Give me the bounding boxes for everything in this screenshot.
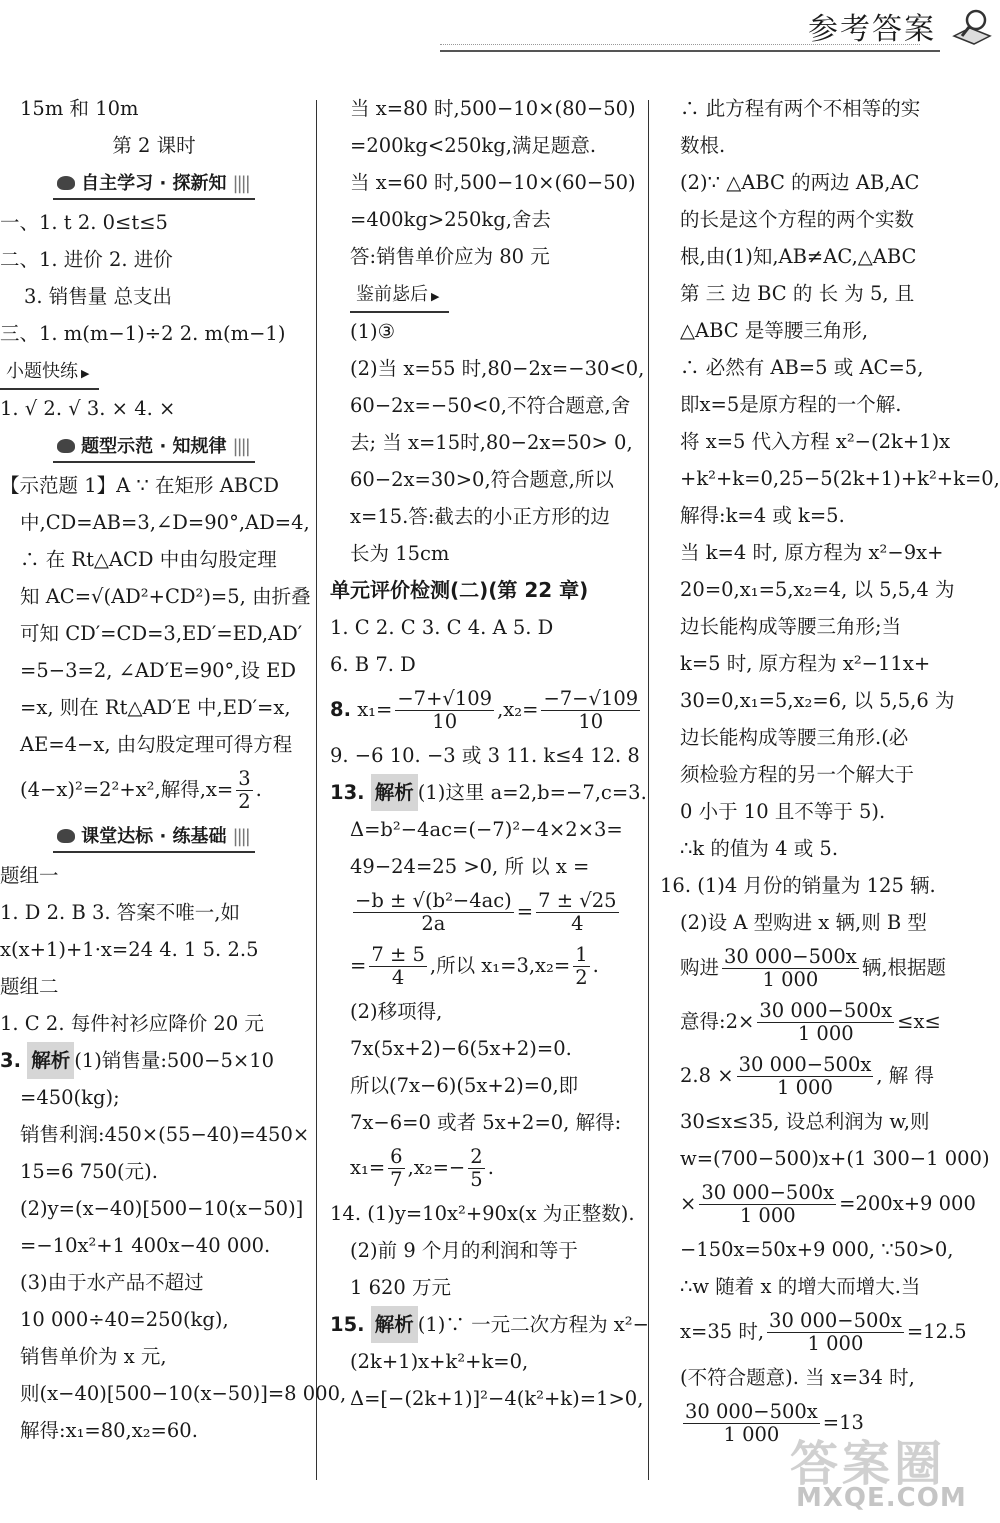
text-line: 49−24=25 >0, 所 以 x = [350, 855, 590, 878]
text-line: (1)③ [350, 320, 396, 343]
column-divider-1 [316, 100, 317, 1480]
text-line: 1. C 2. C 3. C 4. A 5. D [330, 616, 554, 639]
text-line: 购进 $\frac{30 000-500x}{1 000}$ 辆,根据题 [680, 945, 947, 991]
analysis-badge: 解析 [371, 774, 418, 811]
text-line: 将 x=5 代入方程 x²−(2k+1)x [680, 430, 951, 453]
text-line: 根,由(1)知,AB≠AC,△ABC [680, 245, 917, 268]
text-line: 须检验方程的另一个解大于 [680, 763, 915, 786]
text-line: x(x+1)+1·x=24 4. 1 5. 2.5 [0, 938, 259, 961]
header-title: 参考答案 [808, 12, 936, 47]
text-line: $\frac{\text{−b ± √(b²−4ac)}}{2a}$ = $\frac{7 \pm √25}{4}$ [355, 889, 617, 935]
watermark-logo [790, 1425, 1000, 1523]
fraction: $\frac{30 000-500x}{1 000}$ [769, 1309, 902, 1355]
text-line: 1 620 万元 [350, 1276, 452, 1299]
text-line: (2)当 x=55 时,80−2x=−30<0, [350, 357, 645, 380]
fraction: $\frac{3}{2}$ [238, 767, 251, 813]
text-line: (不符合题意). 当 x=34 时, [680, 1366, 915, 1389]
text-line: 16. (1)4 月份的销量为 125 辆. [660, 874, 936, 897]
text-line: Δ=b²−4ac=(−7)²−4×2×3= [350, 818, 623, 841]
text-line: (2)前 9 个月的利润和等于 [350, 1239, 578, 1262]
unit-test-title: 单元评价检测(二)(第 22 章) [330, 578, 589, 602]
text-line: k=5 时, 原方程为 x²−11x+ [680, 652, 931, 675]
text-line: 的长是这个方程的两个实数 [680, 208, 915, 231]
text-line: 7x−6=0 或者 5x+2=0, 解得: [350, 1111, 622, 1134]
fraction: $\frac{30 000-500x}{1 000}$ [759, 999, 893, 1045]
text-line: 边长能构成等腰三角形;当 [680, 615, 902, 638]
text-line: 14. (1)y=10x²+90x(x 为正整数). [330, 1202, 635, 1225]
text-line: (2k+1)x+k²+k=0, [350, 1350, 529, 1373]
text-line: 解得:k=4 或 k=5. [680, 504, 845, 527]
text-line: $\frac{30 000-500x}{1 000}$ =13 [685, 1400, 864, 1446]
text-line: x₁= $\frac{6}{7}$ ,x₂=− $\frac{2}{5}$ . [350, 1145, 494, 1191]
fraction: $\frac{30 000-500x}{1 000}$ [724, 945, 857, 991]
column-2 [330, 90, 649, 1417]
text-line: 3. 解析 (1)销售量:500−5×10 [0, 1042, 308, 1079]
text-line: 当 k=4 时, 原方程为 x²−9x+ [680, 541, 944, 564]
text-line: 则(x−40)[500−10(x−50)]=8 000, [20, 1382, 347, 1405]
text-line: 30=0,x₁=5,x₂=6, 以 5,5,6 为 [680, 689, 955, 712]
section-tag: 鉴前毖后 ▶ [350, 281, 449, 313]
text-line: 去; 当 x=15时,80−2x=50> 0, [350, 431, 633, 454]
text-line: ∴k 的值为 4 或 5. [680, 837, 839, 860]
text-line: 销售利润:450×(55−40)=450× [20, 1123, 310, 1146]
text-line: △ABC 是等腰三角形, [680, 319, 869, 342]
text-line: 即x=5是原方程的一个解. [680, 393, 902, 416]
text-line: 8. x₁= $\frac{-7+√109}{10}$ ,x₂= $\frac{-7-√109}{10}$ [330, 687, 639, 733]
text-line: 3. 销售量 总支出 [24, 285, 173, 308]
text-line: 6. B 7. D [330, 653, 416, 676]
text-line: Δ=[−(2k+1)]²−4(k²+k)=1>0, [350, 1387, 644, 1410]
pen-icon [57, 439, 75, 453]
section-heading: 题型示范 · 知规律 |||| [53, 433, 255, 463]
text-line: =400kg>250kg,舍去 [350, 208, 551, 231]
fraction: $\frac{30 000-500x}{1 000}$ [701, 1181, 835, 1227]
text-line: 60−2x=−50<0,不符合题意,舍 [350, 394, 631, 417]
text-line: 2.8 × $\frac{30 000-500x}{1 000}$ , 解 得 [680, 1053, 934, 1099]
text-line: ∴w 随着 x 的增大而增大.当 [680, 1275, 921, 1298]
text-line: 长为 15cm [350, 542, 450, 565]
text-line: = $\frac{7 \pm 5}{4}$ ,所以 x₁=3,x₂= $\frac{1}{2}$ . [350, 943, 599, 989]
text-line: 三、1. m(m−1)÷2 2. m(m−1) [0, 322, 286, 345]
analysis-badge: 解析 [27, 1042, 74, 1079]
text-line: =−10x²+1 400x−40 000. [20, 1234, 271, 1257]
text-line: ∴ 在 Rt△ACD 中由勾股定理 [20, 548, 277, 571]
text-line: 13. 解析 (1)这里 a=2,b=−7,c=3. [330, 774, 632, 811]
text-line: 15. 解析 (1)∵ 一元二次方程为 x²− [330, 1306, 632, 1343]
text-line: =200kg<250kg,满足题意. [350, 134, 597, 157]
text-line: 1. D 2. B 3. 答案不唯一,如 [0, 901, 240, 924]
text-line: 所以(7x−6)(5x+2)=0,即 [350, 1074, 579, 1097]
text-line: 题组一 [0, 864, 59, 887]
text-line: 10 000÷40=250(kg), [20, 1308, 229, 1331]
text-line: w=(700−500)x+(1 300−1 000) [680, 1147, 990, 1170]
text-line: +k²+k=0,25−5(2k+1)+k²+k=0, [680, 467, 1000, 490]
text-line: 15m 和 10m [20, 97, 139, 120]
text-line: ∴ 此方程有两个不相等的实 [680, 97, 921, 120]
column-3 [660, 90, 1000, 1450]
text-line: −150x=50x+9 000, ∵50>0, [680, 1238, 954, 1261]
lesson-title: 第 2 课时 [112, 134, 196, 157]
text-line: (2)y=(x−40)[500−10(x−50)] [20, 1197, 304, 1220]
text-line: (3)由于水产品不超过 [20, 1271, 204, 1294]
fraction: $\frac{1}{2}$ [575, 943, 588, 989]
text-line: (2)移项得, [350, 1000, 443, 1023]
watermark-text: 答案圈 [790, 1436, 947, 1492]
text-line: 一、1. t 2. 0≤t≤5 [0, 211, 168, 234]
text-line: 7x(5x+2)−6(5x+2)=0. [350, 1037, 572, 1060]
text-line: 60−2x=30>0,符合题意,所以 [350, 468, 614, 491]
column-divider-2 [648, 100, 649, 1480]
header-rule [440, 50, 940, 52]
text-line: 第 三 边 BC 的 长 为 5, 且 [680, 282, 915, 305]
section-heading: 自主学习 · 探新知 |||| [53, 170, 255, 200]
section-tag: 小题快练 ▶ [0, 358, 99, 390]
text-line: ∴ 必然有 AB=5 或 AC=5, [680, 356, 924, 379]
section-heading: 课堂达标 · 练基础 |||| [53, 823, 255, 853]
text-line: 数根. [680, 134, 726, 157]
book-magnifier-icon [950, 6, 994, 46]
analysis-badge: 解析 [371, 1306, 418, 1343]
fraction: $\frac{-7-√109}{10}$ [543, 687, 639, 733]
text-line: 解得:x₁=80,x₂=60. [20, 1419, 198, 1442]
text-line: AE=4−x, 由勾股定理可得方程 [20, 733, 293, 756]
text-line: 销售单价为 x 元, [20, 1345, 167, 1368]
text-line: 当 x=80 时,500−10×(80−50) [350, 97, 636, 120]
fraction: $\frac{7 \pm 5}{4}$ [371, 943, 425, 989]
text-line: 可知 CD′=CD=3,ED′=ED,AD′ [20, 622, 303, 645]
text-line: 1. √ 2. √ 3. × 4. × [0, 397, 176, 420]
text-line: 中,CD=AB=3,∠D=90°,AD=4, [20, 511, 310, 534]
text-line: 答:销售单价应为 80 元 [350, 245, 550, 268]
text-line: 二、1. 进价 2. 进价 [0, 248, 173, 271]
fraction: $\frac{30 000-500x}{1 000}$ [738, 1053, 872, 1099]
text-line: 知 AC=√(AD²+CD²)=5, 由折叠 [20, 585, 311, 608]
pen-icon [57, 176, 75, 190]
fraction: $\frac{\text{−b ± √(b²−4ac)}}{2a}$ [355, 889, 512, 935]
page-header [0, 0, 1000, 56]
text-line: 题组二 [0, 975, 59, 998]
fraction: $\frac{2}{5}$ [470, 1145, 483, 1191]
fraction: $\frac{30 000-500x}{1 000}$ [685, 1400, 818, 1446]
column-1 [0, 90, 347, 1449]
fraction: $\frac{6}{7}$ [390, 1145, 403, 1191]
text-line: 1. C 2. 每件衬衫应降价 20 元 [0, 1012, 264, 1035]
text-line: 15=6 750(元). [20, 1160, 158, 1183]
text-line: 0 小于 10 且不等于 5). [680, 800, 886, 823]
text-line: 当 x=60 时,500−10×(60−50) [350, 171, 636, 194]
text-line: 9. −6 10. −3 或 3 11. k≤4 12. 8 [330, 744, 640, 767]
text-line: (2)设 A 型购进 x 辆,则 B 型 [680, 911, 927, 934]
pen-icon [57, 829, 75, 843]
text-line: (4−x)²=2²+x²,解得,x= $\frac{3}{2}$ . [20, 767, 262, 813]
text-line: x=15.答:截去的小正方形的边 [350, 505, 610, 528]
text-line: =5−3=2, ∠AD′E=90°,设 ED [20, 659, 297, 682]
text-line: 20=0,x₁=5,x₂=4, 以 5,5,4 为 [680, 578, 955, 601]
text-line: 【示范题 1】A ∵ 在矩形 ABCD [0, 474, 280, 497]
text-line: 30≤x≤35, 设总利润为 w,则 [680, 1110, 930, 1133]
fraction: $\frac{7 \pm √25}{4}$ [538, 889, 617, 935]
text-line: x=35 时, $\frac{30 000-500x}{1 000}$ =12.5 [680, 1309, 967, 1355]
text-line: 边长能构成等腰三角形.(必 [680, 726, 909, 749]
fraction: $\frac{-7+√109}{10}$ [397, 687, 493, 733]
text-line: 意得:2× $\frac{30 000-500x}{1 000}$ ≤x≤ [680, 999, 941, 1045]
watermark-url: MXQE.COM [796, 1483, 967, 1513]
text-line: × $\frac{30 000-500x}{1 000}$ =200x+9 000 [680, 1181, 976, 1227]
text-line: (2)∵ △ABC 的两边 AB,AC [680, 171, 920, 194]
text-line: =450(kg); [20, 1086, 120, 1109]
text-line: =x, 则在 Rt△AD′E 中,ED′=x, [20, 696, 291, 719]
